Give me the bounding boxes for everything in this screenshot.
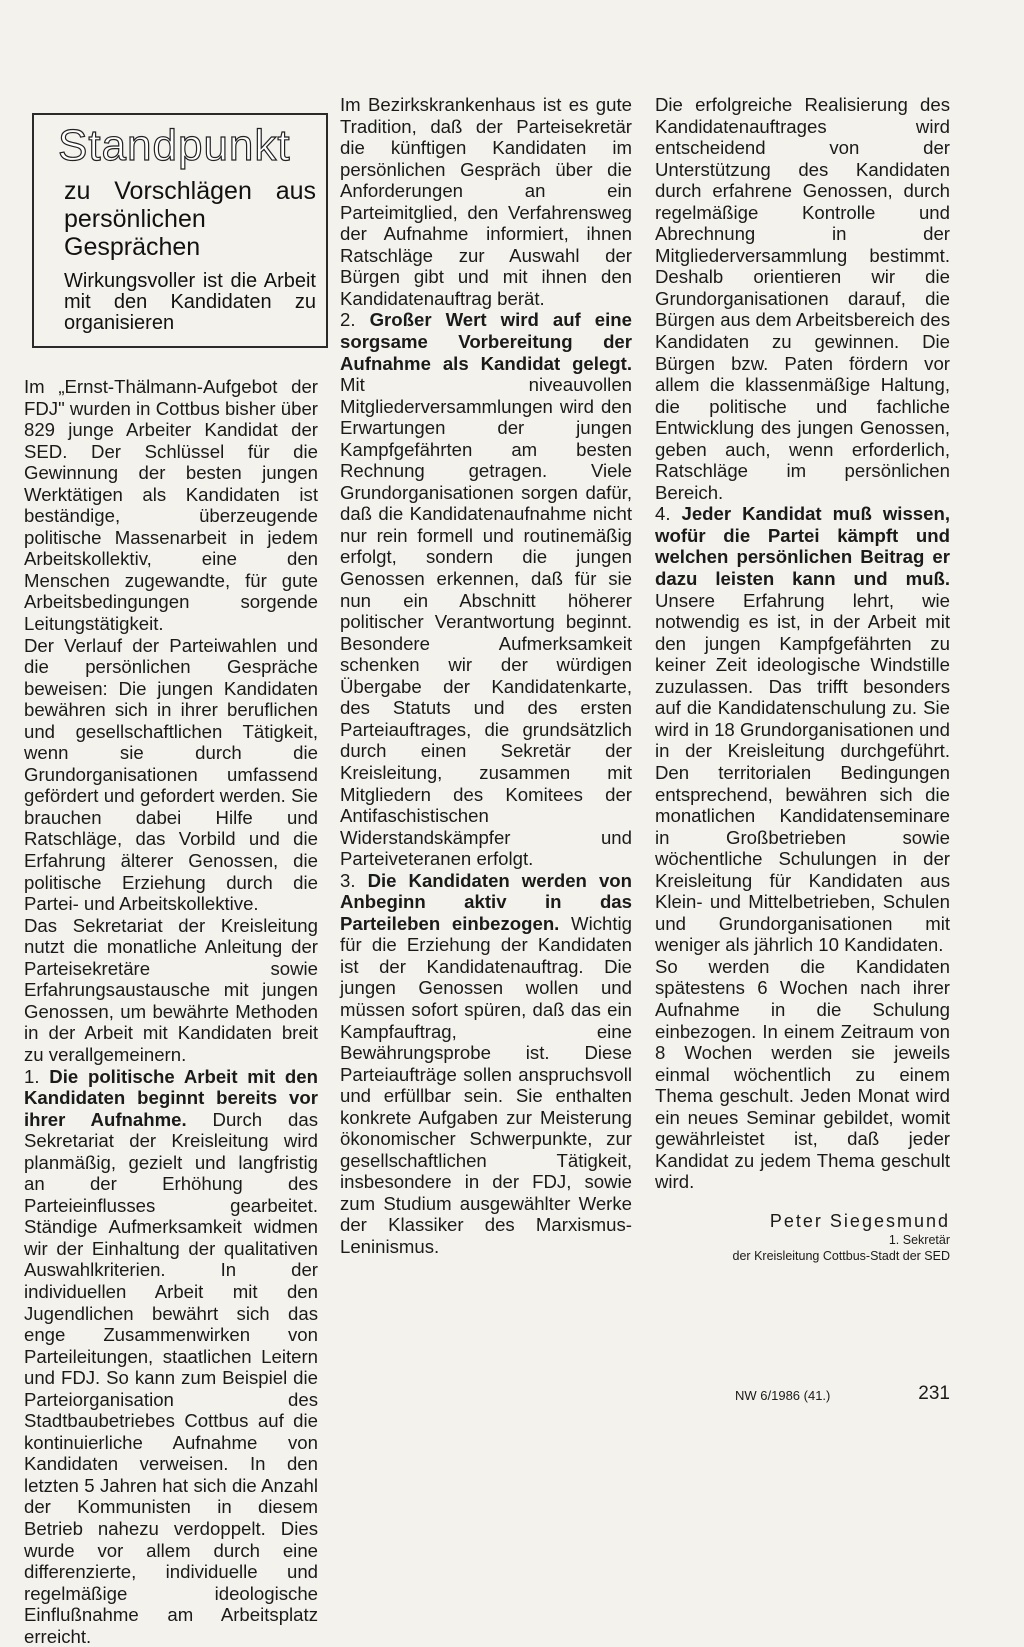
numbered-paragraph-3	[340, 870, 632, 1258]
paragraph-body: Unsere Erfahrung lehrt, wie notwendig es ist, in der Arbeit mit den jungen Kampfgefährten zu keiner Zeit ideologische Windstille zuzulassen. Das trifft besonders auf die Kandidatenschulung zu. Sie wird in 18 Grundorganisationen und in der Kreisleitung durchgeführt. Den territorialen Bedingungen entsprechend, bewähren sich die monatlichen Kandidatenseminare in Großbetrieben sowie wöchentliche Schulungen in der Kreisleitung für Kandidaten aus Klein- und Mittelbetrieben, Schulen und Grundorganisationen mit weniger als jährlich 10 Kandidaten.	[655, 590, 950, 956]
column-2	[340, 94, 632, 1258]
box-kicker: Standpunkt	[58, 123, 316, 169]
paragraph-number: 3.	[340, 870, 356, 891]
issue-label: NW 6/1986 (41.)	[735, 1388, 830, 1403]
numbered-paragraph-4	[655, 503, 950, 955]
paragraph-body: Wichtig für die Erziehung der Kandidaten ist der Kandidatenauftrag. Die jungen Genossen wollen und müssen sofort spüren, daß das ein Kampfauftrag, eine Bewährungsprobe ist. Diese Parteiaufträge sollen anspruchsvoll und erfüllbar sein. Sie enthalten konkrete Aufgaben zur Meisterung ökonomischer Schwerpunkte, zur gesellschaftlichen Tätigkeit, insbesondere in der FDJ, sowie zum Studium ausgewählter Werke der Klassiker des Marxismus-Leninismus.	[340, 913, 632, 1257]
paragraph: Die erfolgreiche Realisierung des Kandidatenauftrages wird entscheidend von der Unterstützung des Kandidaten durch erfahrene Genossen, durch regelmäßige Kontrolle und Abrechnung in der Mitgliederversammlung bestimmt. Deshalb orientieren wir die Grundorganisationen darauf, die Bürgen aus dem Arbeitsbereich des Kandidaten zu gewinnen. Die Bürgen bzw. Paten fördern vor allem die klassenmäßige Haltung, die politische und fachliche Entwicklung des jungen Genossen, geben auch, wenn erforderlich, Ratschläge im persönlichen Bereich.	[655, 94, 950, 503]
column-3	[655, 94, 950, 1264]
paragraph-lead: Großer Wert wird auf eine sorgsame Vorbereitung der Aufnahme als Kandidat gelegt.	[340, 309, 632, 373]
paragraph-lead: Die politische Arbeit mit den Kandidaten beginnt bereits vor ihrer Aufnahme.	[24, 1066, 318, 1130]
paragraph-number: 1.	[24, 1066, 40, 1087]
paragraph-number: 2.	[340, 309, 356, 330]
paragraph: So werden die Kandidaten spätestens 6 Wochen nach ihrer Aufnahme in die Schulung einbezogen. In einem Zeitraum von 8 Wochen werden sie jeweils einmal wöchentlich zu einem Thema geschult. Jeden Monat wird ein neues Seminar gebildet, womit gewährleistet ist, daß jeder Kandidat zu jedem Thema geschult wird.	[655, 956, 950, 1193]
paragraph-lead: Die Kandidaten werden von Anbeginn aktiv in das Parteileben einbezogen.	[340, 870, 632, 934]
author-role: 1. Sekretär	[655, 1232, 950, 1248]
paragraph: Im „Ernst-Thälmann-Aufgebot der FDJ" wurden in Cottbus bisher über 829 junge Arbeiter Kandidat der SED. Der Schlüssel für die Gewinnung der besten jungen Werktätigen als Kandidaten ist beständige, überzeugende politische Massenarbeit in jedem Arbeitskollektiv, eine den Menschen zugewandte, für gute Arbeitsbedingungen sorgende Leitungstätigkeit.	[24, 376, 318, 635]
paragraph: Im Bezirkskrankenhaus ist es gute Tradition, daß der Parteisekretär die künftigen Kandidaten im persönlichen Gespräch über die Anforderungen an ein Parteimitglied, den Verfahrensweg der Aufnahme informiert, ihnen Ratschläge zur Auswahl der Bürgen gibt und mit ihnen den Kandidatenauftrag berät.	[340, 94, 632, 309]
box-headline: zu Vorschlägen aus persönlichen Gesprächen	[64, 177, 316, 261]
standpunkt-box	[32, 113, 328, 348]
column-1	[24, 97, 318, 1647]
box-subhead: Wirkungsvoller ist die Arbeit mit den Kandidaten zu organisieren	[64, 271, 316, 334]
numbered-paragraph-2	[340, 309, 632, 869]
page-footer	[735, 1388, 950, 1403]
numbered-paragraph-1	[24, 1066, 318, 1647]
paragraph-body: Mit niveauvollen Mitgliederversammlungen wird den Erwartungen der jungen Kampfgefährten am besten Rechnung getragen. Viele Grundorganisationen sorgen dafür, daß die Kandidatenaufnahme nicht nur rein formell und routinemäßig erfolgt, sondern die jungen Genossen erkennen, daß für sie nun ein Abschnitt höherer politischer Verantwortung beginnt. Besondere Aufmerksamkeit schenken wir der würdigen Übergabe der Kandidatenkarte, des Statuts und des ersten Parteiauftrages, die grundsätzlich durch einen Sekretär der Kreisleitung, zusammen mit Mitgliedern des Komitees der Antifaschistischen Widerstandskämpfer und Parteiveteranen erfolgt.	[340, 374, 632, 869]
author-organization: der Kreisleitung Cottbus-Stadt der SED	[655, 1248, 950, 1264]
paragraph-lead: Jeder Kandidat muß wissen, wofür die Partei kämpft und welchen persönlichen Beitrag er dazu leisten kann und muß.	[655, 503, 950, 589]
paragraph: Der Verlauf der Parteiwahlen und die persönlichen Gespräche beweisen: Die jungen Kandidaten bewähren sich in ihrer beruflichen und gesellschaftlichen Tätigkeit, wenn sie durch die Grundorganisationen umfassend gefördert und gefordert werden. Sie brauchen dabei Hilfe und Ratschläge, das Vorbild und die Erfahrung älterer Genossen, die politische Erziehung durch die Partei- und Arbeitskollektive.	[24, 635, 318, 915]
paragraph: Das Sekretariat der Kreisleitung nutzt die monatliche Anleitung der Parteisekretäre sowie Erfahrungsaustausche mit jungen Genossen, um bewährte Methoden in der Arbeit mit Kandidaten breit zu verallgemeinern.	[24, 915, 318, 1066]
page-number: 231	[918, 1383, 950, 1405]
paragraph-body: Durch das Sekretariat der Kreisleitung wird planmäßig, gezielt und langfristig an der Erhöhung des Parteieinflusses gearbeitet. Ständige Aufmerksamkeit widmen wir der Einhaltung der qualitativen Auswahlkriterien. In der individuellen Arbeit mit den Jugendlichen bewährt sich das enge Zusammenwirken von Parteileitungen, staatlichen Leitern und FDJ. So kann zum Beispiel die Parteiorganisation des Stadtbaubetriebes Cottbus auf die kontinuierliche Aufnahme von Kandidaten verweisen. In den letzten 5 Jahren hat sich die Anzahl der Kommunisten in diesem Betrieb nahezu verdoppelt. Dies wurde vor allem durch eine differenzierte, individuelle und regelmäßige ideologische Einflußnahme am Arbeitsplatz erreicht.	[24, 1109, 318, 1647]
paragraph-number: 4.	[655, 503, 671, 524]
signature	[655, 1211, 950, 1265]
author-name: Peter Siegesmund	[655, 1211, 950, 1233]
